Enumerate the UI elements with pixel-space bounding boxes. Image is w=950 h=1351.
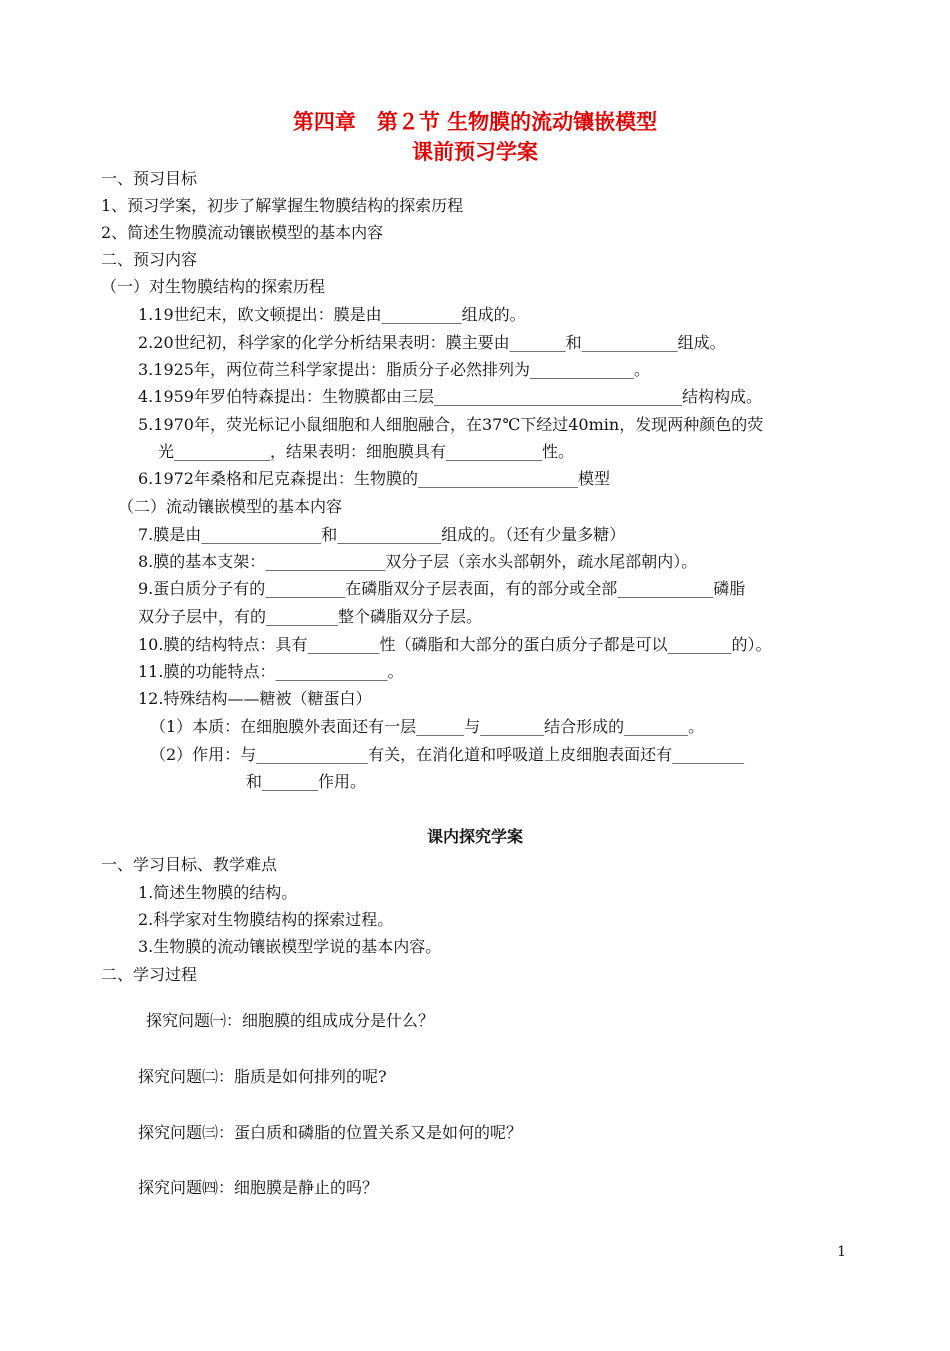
- question-item: 7.膜是由_______________和_____________组成的。（还有少量多糖）: [138, 525, 626, 544]
- goal-item: 2、简述生物膜流动镶嵌模型的基本内容: [101, 223, 384, 242]
- subsection-heading: （一）对生物膜结构的探索历程: [101, 277, 326, 296]
- question-item: 2.20世纪初，科学家的化学分析结果表明：膜主要由_______和____________组成。: [138, 333, 726, 352]
- section-heading: 二、学习过程: [101, 965, 198, 984]
- list-item: 2.科学家对生物膜结构的探索过程。: [138, 910, 394, 929]
- question-item: （1）本质：在细胞膜外表面还有一层______与________结合形成的________。: [150, 717, 705, 736]
- question-item: 和_______作用。: [246, 772, 367, 791]
- question-item: 12.特殊结构——糖被（糖蛋白）: [138, 689, 372, 708]
- question-item: 1.19世纪末，欧文顿提出：膜是由__________组成的。: [138, 305, 526, 324]
- page-number: 1: [837, 1244, 846, 1260]
- question-item: 8.膜的基本支架：_______________双分子层（亲水头部朝外，疏水尾部朝内）。: [138, 552, 698, 571]
- subsection-heading: （二）流动镶嵌模型的基本内容: [118, 497, 343, 516]
- page-title: 第四章 第２节 生物膜的流动镶嵌模型: [292, 110, 658, 134]
- section-heading: 一、预习目标: [101, 169, 198, 188]
- question-item: 双分子层中，有的_________整个磷脂双分子层。: [138, 607, 483, 626]
- question-item: 9.蛋白质分子有的__________在磷脂双分子层表面，有的部分或全部____________磷脂: [138, 579, 746, 598]
- inquiry-question: 探究问题㈣：细胞膜是静止的吗？: [138, 1178, 379, 1197]
- question-item: （2）作用：与______________有关，在消化道和呼吸道上皮细胞表面还有_________: [150, 745, 745, 764]
- question-item: 5.1970年，荧光标记小鼠细胞和人细胞融合，在37℃下经过40min，发现两种颜色的荧: [138, 415, 764, 434]
- question-item: 6.1972年桑格和尼克森提出：生物膜的____________________模型: [138, 469, 610, 488]
- list-item: 1.简述生物膜的结构。: [138, 883, 298, 902]
- goal-item: 1、预习学案，初步了解掌握生物膜结构的探索历程: [101, 196, 464, 215]
- question-item: 11.膜的功能特点：______________。: [138, 662, 404, 681]
- section-heading: 一、学习目标、教学难点: [101, 855, 278, 874]
- page-subtitle: 课前预习学案: [412, 140, 538, 164]
- question-item: 4.1959年罗伯特森提出：生物膜都由三层_______________________________结构构成。: [138, 387, 762, 406]
- inquiry-question: 探究问题㈡：脂质是如何排列的呢?: [138, 1067, 387, 1086]
- section-heading: 二、预习内容: [101, 250, 198, 269]
- section-title: 课内探究学案: [426, 827, 523, 846]
- question-item: 光____________，结果表明：细胞膜具有____________性。: [158, 442, 575, 461]
- list-item: 3.生物膜的流动镶嵌模型学说的基本内容。: [138, 937, 442, 956]
- inquiry-question: 探究问题㈠：细胞膜的组成成分是什么？: [146, 1011, 435, 1030]
- question-item: 10.膜的结构特点：具有_________性（磷脂和大部分的蛋白质分子都是可以________的）。: [138, 635, 772, 654]
- inquiry-question: 探究问题㈢：蛋白质和磷脂的位置关系又是如何的呢？: [138, 1123, 523, 1142]
- question-item: 3.1925年，两位荷兰科学家提出：脂质分子必然排列为_____________。: [138, 360, 650, 379]
